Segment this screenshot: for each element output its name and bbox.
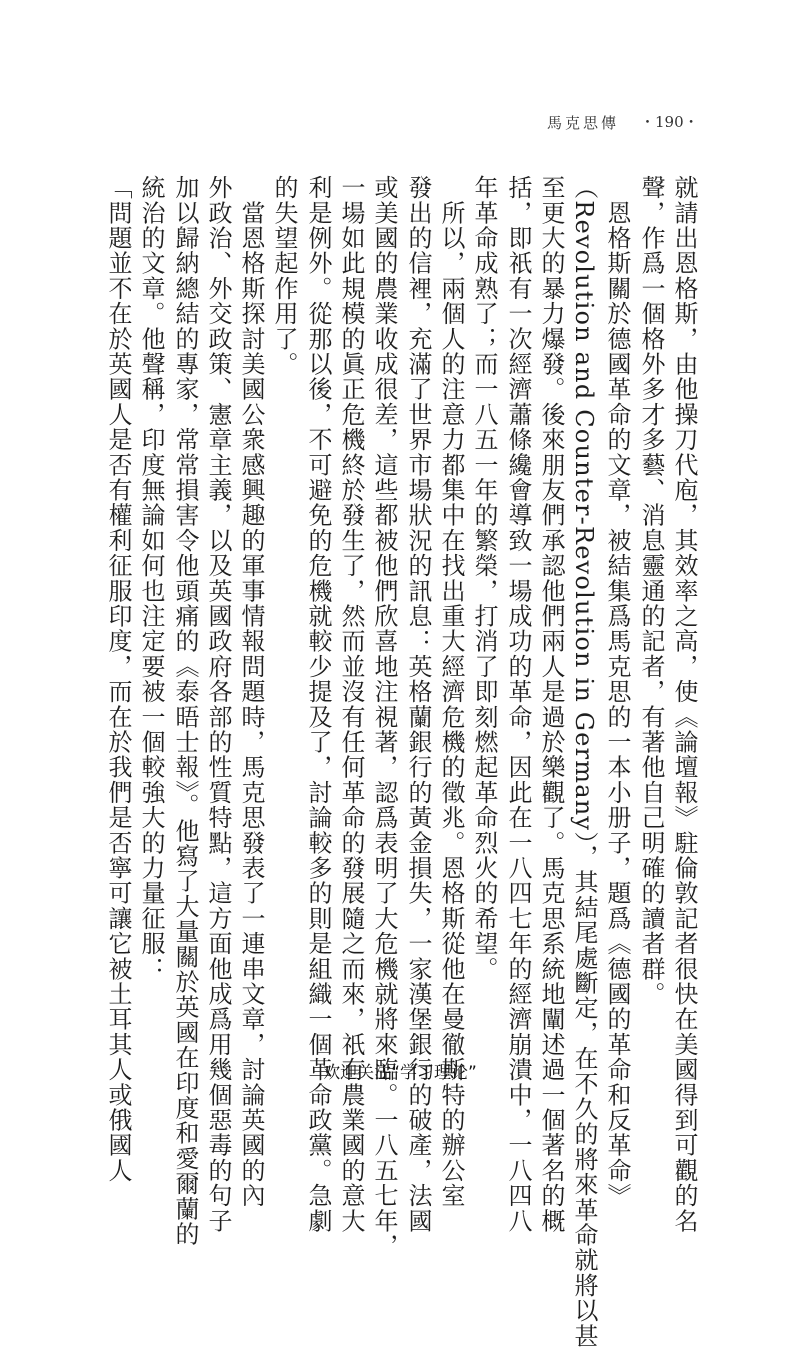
text-column: 「問題並不在於英國人是否有權利征服印度，而在於我們是否寧可讓它被土耳其人或俄國人 — [104, 175, 132, 1183]
text-column: 就請出恩格斯，由他操刀代庖，其效率之高，使《論壇報》駐倫敦記者很快在美國得到可觀的名 — [670, 175, 698, 1234]
text-column: 至更大的暴力爆發。後來朋友們承認他們兩人是過於樂觀了。馬克思系統地闡述過一個著名的概 — [537, 175, 565, 1234]
text-column: 或美國的農業收成很差，這些都被他們欣喜地注視著，認爲表明了大危機就將來臨。一八五七年， — [370, 175, 398, 1259]
text-column: 聲，作爲一個格外多才多藝、消息靈通的記者，有著他自己明確的讀者群。 — [637, 175, 665, 1007]
text-column: 括，即祇有一次經濟蕭條纔會導致一場成功的革命，因此在一八四七年的經濟崩潰中，一八四八 — [504, 175, 532, 1234]
footer-note: 欢迎关注“学习理论” — [323, 1063, 477, 1083]
text-column: 發出的信裡，充滿了世界市場狀況的訊息：英格蘭銀行的黃金損失，一家漢堡銀行的破產，法國 — [404, 175, 432, 1234]
text-column: （Revolution and Counter-Revolution in Germany），其結尾處斷定，在不久的將來革命就將以甚 — [570, 175, 598, 1348]
text-column: 加以歸納總結的專家，常常損害令他頭痛的《泰晤士報》。他寫了大量關於英國在印度和愛爾蘭的 — [171, 175, 199, 1247]
text-column: 的失望起作用了。 — [270, 175, 298, 377]
running-head-title: 馬克思傳 — [547, 114, 620, 132]
text-column: 恩格斯關於德國革命的文章，被結集爲馬克思的一本小册子，題爲《德國的革命和反革命》 — [603, 175, 631, 1209]
text-column: 當恩格斯探討美國公衆感興趣的軍事情報問題時，馬克思發表了一連串文章，討論英國的內 — [237, 175, 265, 1209]
text-column: 統治的文章。他聲稱，印度無論如何也注定要被一個較強大的力量征服： — [137, 175, 165, 982]
text-column: 利是例外。從那以後，不可避免的危機就較少提及了，討論較多的則是組織一個革命政黨。急劇 — [304, 175, 332, 1234]
text-column: 所以，兩個人的注意力都集中在找出重大經濟危機的徵兆。恩格斯從他在曼徹斯特的辦公室 — [437, 175, 465, 1209]
text-column: 年革命成熟了；而一八五一年的繁榮，打消了即刻燃起革命烈火的希望。 — [470, 175, 498, 982]
text-column: 外政治、外交政策、憲章主義，以及英國政府各部的性質特點，這方面他成爲用幾個惡毒的句子 — [204, 175, 232, 1234]
page-number: ・190・ — [640, 113, 699, 131]
text-column: 一場如此規模的眞正危機終於發生了，然而並沒有任何革命的發展隨之而來，祇有農業國的意大 — [337, 175, 365, 1234]
